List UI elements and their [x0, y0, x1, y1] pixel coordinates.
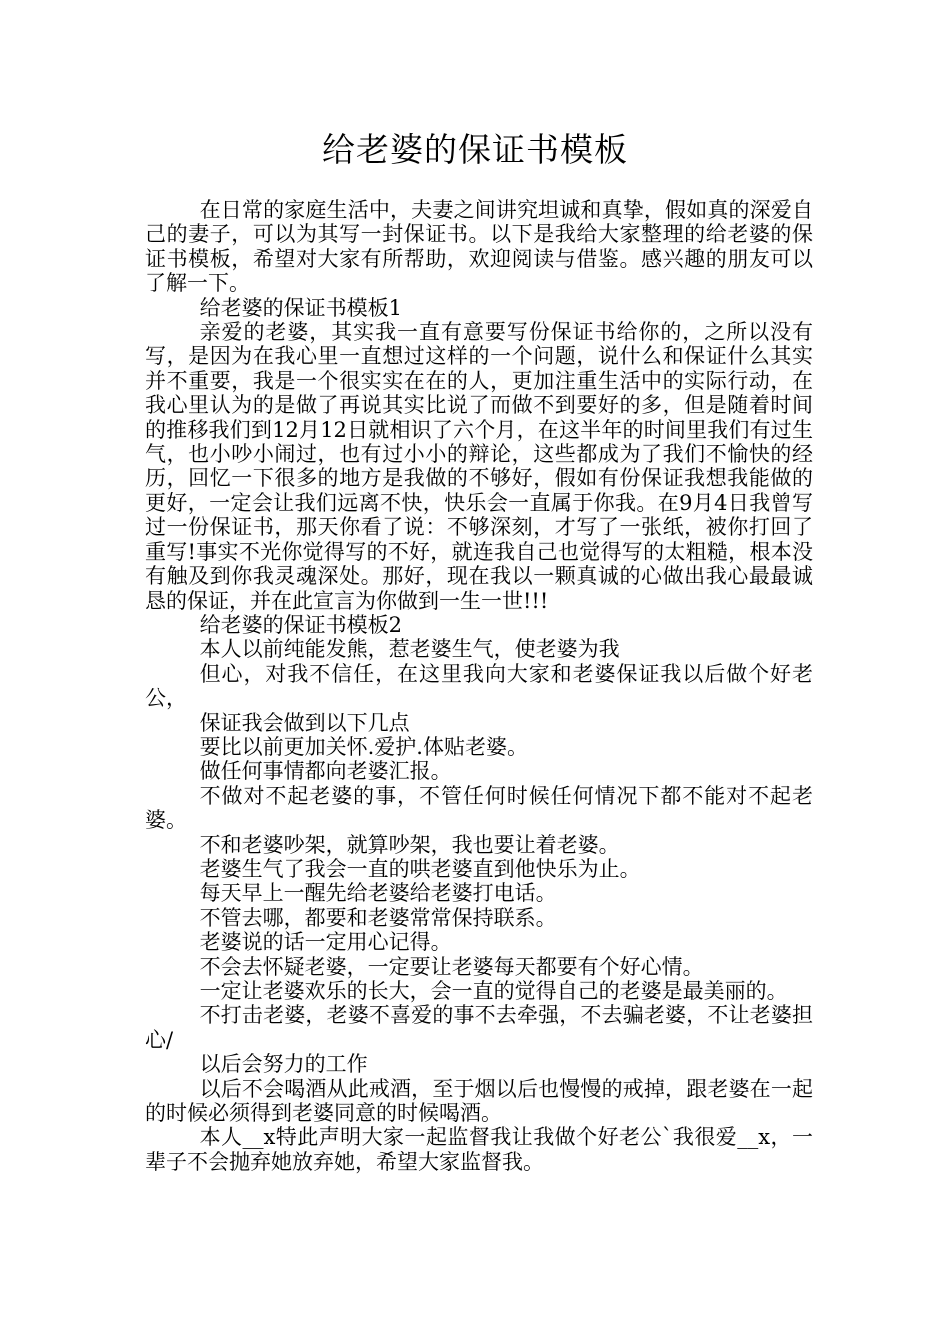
- promise-item: 老婆生气了我会一直的哄老婆直到他快乐为止。: [199, 856, 641, 881]
- document-title: 给老婆的保证书模板: [322, 130, 628, 169]
- promise-item: 做任何事情都向老婆汇报。: [199, 759, 452, 784]
- promise-item: 要比以前更加关怀.爱护.体贴老婆。: [199, 734, 528, 759]
- intro-paragraph: 在日常的家庭生活中，夫妻之间讲究坦诚和真挚，假如真的深爱自己的妻子，可以为其写一封保证书。以下是我给大家整理的给老婆的保证书模板，希望对大家有所帮助，欢迎阅读与借鉴。感兴趣的朋友可以了解一下。: [145, 198, 813, 296]
- promise-item: 老婆说的话一定用心记得。: [199, 930, 452, 955]
- closing-statement: 本人__x特此声明大家一起监督我让我做个好老公`我很爱__x，一辈子不会抛弃她放弃她，希望大家监督我。: [145, 1125, 813, 1174]
- template-1-paragraph: 亲爱的老婆，其实我一直有意要写份保证书给你的，之所以没有写，是因为在我心里一直想过这样的一个问题，说什么和保证什么其实并不重要，我是一个很实实在在的人，更加注重生活中的实际行动，在我心里认为的是做了再说其实比说了而做不到要好的多，但是随着时间的推移我们到12月12日就相识了六个月，在这半年的时间里我们有过生气，也小吵小闹过，也有过小小的辩论，这些都成为了我们不愉快的经历，回忆一下很多的地方是我做的不够好，假如有份保证我想我能做的更好，一定会让我们远离不快，快乐会一直属于你我。在9月4日我曾写过一份保证书，那天你看了说：不够深刻，才写了一张纸，被你打回了重写!事实不光你觉得写的不好，就连我自己也觉得写的太粗糙，根本没有触及到你我灵魂深处。那好，现在我以一颗真诚的心做出我心最最诚恳的保证，并在此宣言为你做到一生一世!!!: [145, 320, 813, 613]
- promise-item: 不和老婆吵架，就算吵架，我也要让着老婆。: [199, 832, 620, 857]
- template-2-line: 保证我会做到以下几点: [199, 710, 410, 735]
- promise-item: 不管去哪，都要和老婆常常保持联系。: [199, 905, 557, 930]
- promise-item: 不打击老婆，老婆不喜爱的事不去牵强，不去骗老婆，不让老婆担心/: [145, 1003, 813, 1052]
- section-heading-template-2: 给老婆的保证书模板2: [199, 612, 402, 637]
- promise-item: 不会去怀疑老婆，一定要让老婆每天都要有个好心情。: [199, 954, 704, 979]
- template-2-line: 本人以前纯能发熊，惹老婆生气，使老婆为我: [199, 637, 620, 662]
- document-body: [145, 198, 813, 1174]
- promise-item: 一定让老婆欢乐的长大，会一直的觉得自己的老婆是最美丽的。: [199, 979, 788, 1003]
- section-heading-template-1: 给老婆的保证书模板1: [199, 295, 402, 320]
- promise-item: 不做对不起老婆的事，不管任何时候任何情况下都不能对不起老婆。: [145, 783, 813, 833]
- promise-item: 以后不会喝酒从此戒酒，至于烟以后也慢慢的戒掉，跟老婆在一起的时候必须得到老婆同意的时候喝酒。: [145, 1076, 813, 1126]
- promise-item: 以后会努力的工作: [199, 1052, 368, 1077]
- template-2-line: 但心，对我不信任，在这里我向大家和老婆保证我以后做个好老公，: [145, 661, 813, 711]
- promise-item: 每天早上一醒先给老婆给老婆打电话。: [199, 881, 557, 906]
